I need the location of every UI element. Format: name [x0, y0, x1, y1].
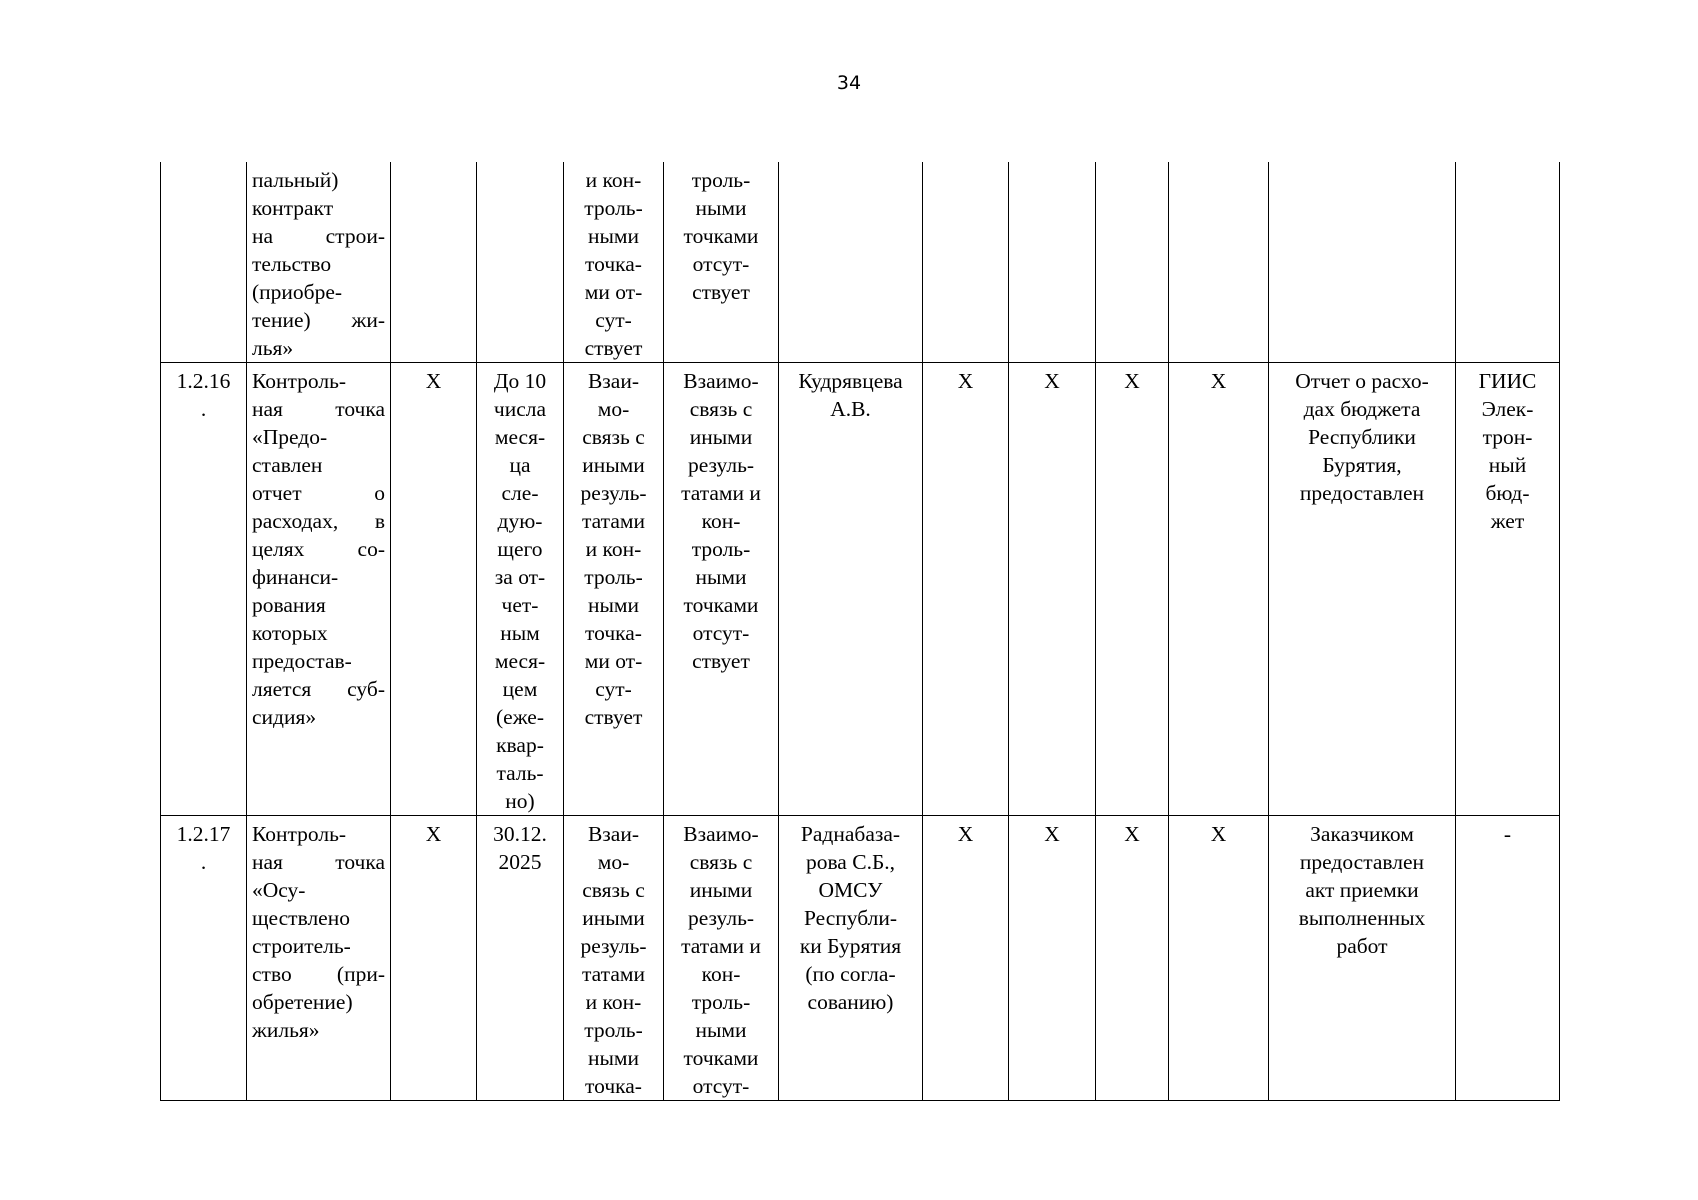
result-document-cell: Отчет о расхо- дах бюджета Республики Бурятия, предоставлен	[1269, 363, 1456, 816]
row-number-cell: 1.2.17 .	[161, 816, 247, 1101]
info-system-cell	[1456, 162, 1560, 363]
item-name-cell	[247, 363, 391, 816]
cell-text-line: ная точка	[252, 850, 385, 874]
item-name-cell	[247, 162, 391, 363]
relation-cell: Взаи- мо- связь с иными резуль- татами и кон- троль- ными точка- ми от- сут- ствует	[564, 363, 664, 816]
relation-cell-2: троль- ными точками отсут- ствует	[664, 162, 779, 363]
cell-text-line: контракт	[252, 196, 334, 220]
deadline-cell: 30.12. 2025	[477, 816, 564, 1101]
row-number-cell: 1.2.16 .	[161, 363, 247, 816]
cell-text-line: тельство	[252, 252, 332, 276]
deadline-cell	[477, 162, 564, 363]
cell-text-line: лья»	[252, 336, 294, 360]
cell-text-line: ставлен	[252, 453, 323, 477]
cell-col9: X	[1009, 363, 1096, 816]
table-row	[161, 162, 1560, 363]
cell-text-line: жилья»	[252, 1018, 320, 1042]
deadline-cell: До 10 числа меся- ца сле- дую- щего за от- чет- ным меся- цем (еже- квар- таль- но)	[477, 363, 564, 816]
cell-text-line: строитель-	[252, 934, 351, 958]
relation-cell-2: Взаимо- связь с иными резуль- татами и кон- троль- ными точками отсут-	[664, 816, 779, 1101]
cell-col9: X	[1009, 816, 1096, 1101]
responsible-cell	[779, 162, 923, 363]
cell-text-line: обретение)	[252, 990, 353, 1014]
result-document-cell: Заказчиком предоставлен акт приемки выполненных работ	[1269, 816, 1456, 1101]
relation-cell-2: Взаимо- связь с иными резуль- татами и кон- троль- ными точками отсут- ствует	[664, 363, 779, 816]
responsible-cell: Раднабаза- рова С.Б., ОМСУ Республи- ки Бурятия (по согла- сованию)	[779, 816, 923, 1101]
cell-col10: X	[1096, 363, 1169, 816]
cell-text-line: на строи-	[252, 224, 385, 248]
cell-text-line: «Осу-	[252, 878, 306, 902]
cell-text-line: ная точка	[252, 397, 385, 421]
cell-text-line: сидия»	[252, 705, 317, 729]
cell-text-line: ство (при-	[252, 962, 385, 986]
result-document-cell	[1269, 162, 1456, 363]
responsible-cell: Кудрявцева А.В.	[779, 363, 923, 816]
cell-text-line: «Предо-	[252, 425, 328, 449]
cell-text-line: Контроль-	[252, 822, 347, 846]
cell-col3	[391, 162, 477, 363]
cell-col3: X	[391, 816, 477, 1101]
info-system-cell: -	[1456, 816, 1560, 1101]
cell-text-line: расходах, в	[252, 509, 385, 533]
cell-text-line: Контроль-	[252, 369, 347, 393]
cell-col8: X	[923, 363, 1009, 816]
cell-col10	[1096, 162, 1169, 363]
cell-col3: X	[391, 363, 477, 816]
cell-text-line: отчет о	[252, 481, 385, 505]
cell-col9	[1009, 162, 1096, 363]
cell-col8	[923, 162, 1009, 363]
cell-text-line: финанси-	[252, 565, 339, 589]
plan-table	[160, 162, 1560, 1101]
cell-text-line: рования	[252, 593, 326, 617]
cell-text-line: предостав-	[252, 649, 352, 673]
cell-text-line: ществлено	[252, 906, 350, 930]
row-number-cell	[161, 162, 247, 363]
table-row	[161, 363, 1560, 816]
cell-text-line: пальный)	[252, 168, 339, 192]
cell-text-line: тение) жи-	[252, 308, 385, 332]
cell-text-line: которых	[252, 621, 328, 645]
table-row	[161, 816, 1560, 1101]
cell-col11: X	[1169, 816, 1269, 1101]
relation-cell: Взаи- мо- связь с иными резуль- татами и кон- троль- ными точка-	[564, 816, 664, 1101]
relation-cell: и кон- троль- ными точка- ми от- сут- ствует	[564, 162, 664, 363]
cell-col10: X	[1096, 816, 1169, 1101]
cell-col11	[1169, 162, 1269, 363]
cell-col8: X	[923, 816, 1009, 1101]
info-system-cell: ГИИС Элек- трон- ный бюд- жет	[1456, 363, 1560, 816]
cell-text-line: ляется суб-	[252, 677, 385, 701]
cell-text-line: целях со-	[252, 537, 385, 561]
cell-col11: X	[1169, 363, 1269, 816]
page-number: 34	[836, 72, 862, 94]
item-name-cell	[247, 816, 391, 1101]
cell-text-line: (приобре-	[252, 280, 343, 304]
